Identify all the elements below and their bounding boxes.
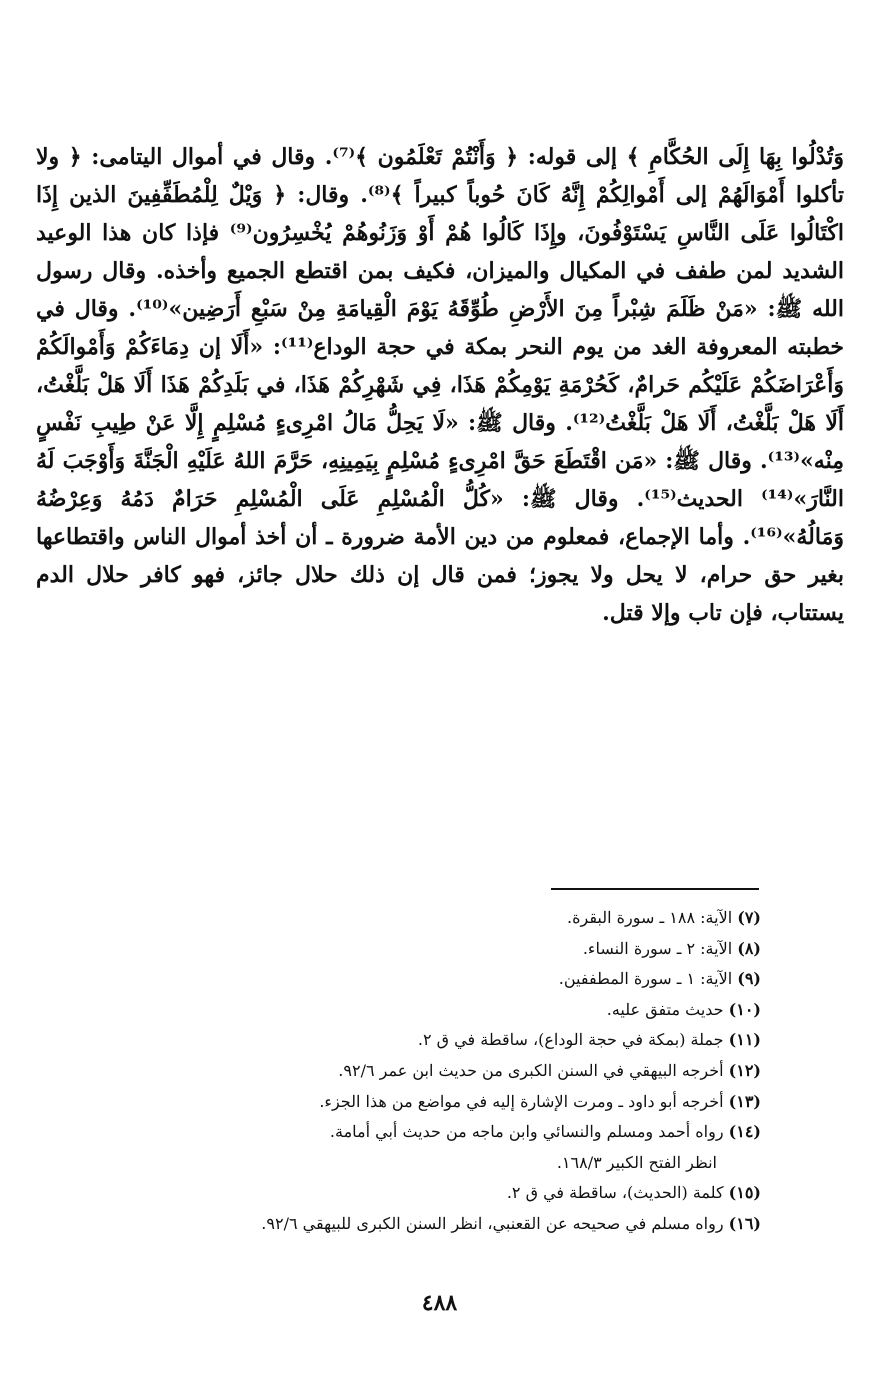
footnote-number: (٩) [737,969,761,989]
footnote-text: جملة (بمكة في حجة الوداع)، ساقطة في ق ٢. [417,1030,724,1050]
footnote-8 [150,934,761,965]
footnote-number: (١٠) [728,999,761,1019]
footnote-text: رواه مسلم في صحيحه عن القعنبي، انظر السنن الكبرى للبيهقي ٩٢/٦. [261,1213,724,1233]
footnote-number: (٨) [737,938,761,958]
footnote-16 [150,1209,761,1240]
footnote-text: الآية: ١ ـ سورة المطففين. [558,969,733,989]
footnote-number: (١٣) [728,1091,761,1111]
footnote-text: الآية: ٢ ـ سورة النساء. [582,938,733,958]
footnote-number: (١١) [728,1030,761,1050]
footnote-number: (١٤) [728,1122,761,1142]
footnote-11 [150,1025,761,1056]
footnote-text: أخرجه البيهقي في السنن الكبرى من حديث ابن عمر ٩٢/٦. [338,1060,724,1080]
footnote-14 [150,1117,761,1148]
footnote-text: رواه أحمد ومسلم والنسائي وابن ماجه من حديث أبي أمامة. [329,1122,724,1142]
footnote-15 [150,1178,761,1209]
footnote-number: (١٦) [728,1213,761,1233]
footnote-text: كلمة (الحديث)، ساقطة في ق ٢. [506,1183,724,1203]
footnote-7 [150,903,761,934]
footnote-9 [150,964,761,995]
footnote-12 [150,1056,761,1087]
footnote-14-continuation [150,1148,761,1179]
footnote-number: (٧) [737,908,761,927]
footnote-number: (١٢) [728,1060,761,1080]
footnote-divider [551,888,759,890]
footnote-number: (١٥) [728,1183,761,1203]
main-text-block [36,138,844,632]
footnotes-block [150,903,761,1240]
footnote-text: انظر الفتح الكبير ١٦٨/٣. [556,1152,717,1172]
footnote-text: أخرجه أبو داود ـ ومرت الإشارة إليه في مواضع من هذا الجزء. [319,1091,724,1111]
footnote-text: الآية: ١٨٨ ـ سورة البقرة. [567,908,733,927]
footnote-13 [150,1087,761,1118]
footnote-text: حديث متفق عليه. [606,999,724,1019]
page-number: ٤٨٨ [421,1290,458,1316]
footnote-10 [150,995,761,1026]
body-paragraph: وَتُدْلُوا بِهَا إِلَى الحُكَّامِ ﴾ إلى قوله: ﴿ وَأَنْتُمْ تَعْلَمُون ﴾⁽⁷⁾. وقال في أموال اليتامى: ﴿ ولا تأكلوا أَمْوَالَهُمْ إلى أَمْوالِكُمْ إِنَّهُ كَانَ حُوباً كبيراً ﴾⁽⁸⁾. وقال: ﴿ وَيْلٌ لِلْمُطَفِّفِينَ الذين إِذَا اكْتَالُوا عَلَى النَّاسِ يَسْتَوْفُونَ، وإِذَا كَالُوا هُمْ أَوْ وَزَنُوهُمْ يُخْسِرُون⁽⁹⁾ فإذا كان هذا الوعيد الشديد لمن طفف في المكيال والميزان، فكيف بمن اقتطع الجميع وأخذه. وقال رسول الله ﷺ: «مَنْ ظَلَمَ شِبْراً مِنَ الأَرْضِ طُوِّقَهُ يَوْمَ الْقِيامَةِ مِنْ سَبْعِ أَرَضِين»⁽¹⁰⁾. وقال في خطبته المعروفة الغد من يوم النحر بمكة في حجة الوداع⁽¹¹⁾: «أَلَا إن دِمَاءَكُمْ وَأَمْوالَكُمْ وَأَعْرَاضَكُمْ عَلَيْكُم حَرامٌ، كَحُرْمَةِ يَوْمِكُمْ هَذَا، فِي شَهْرِكُمْ هَذَا، في بَلَدِكُمْ هَذَا أَلَا هَلْ بَلَّغْتُ، أَلَا هَلْ بَلَّغْتُ، أَلَا هَلْ بَلَّغْتُ⁽¹²⁾. وقال ﷺ: «لَا يَحِلُّ مَالُ امْرِىءٍ مُسْلِمٍ إِلَّا عَنْ طِيبِ نَفْسٍ مِنْه»⁽¹³⁾. وقال ﷺ: «مَن اقْتَطَعَ حَقَّ امْرِىءٍ مُسْلِمٍ بِيَمِينِهِ، حَرَّمَ اللهُ عَلَيْهِ الْجَنَّةَ وَأَوْجَبَ لَهُ النَّارَ»⁽¹⁴⁾ الحديث⁽¹⁵⁾. وقال ﷺ: «كُلُّ الْمُسْلِمِ عَلَى الْمُسْلِمِ حَرَامٌ دَمُهُ وَعِرْضُهُ وَمَالُهُ»⁽¹⁶⁾. وأما الإجماع، فمعلوم من دين الأمة ضرورة ـ أن أخذ أموال الناس واقتطاعها بغير حق حرام، لا يحل ولا يجوز؛ فمن قال إن ذلك حلال جائز، فهو كافر حلال الدم يستتاب، فإن تاب وإلا قتل. [36,144,844,626]
